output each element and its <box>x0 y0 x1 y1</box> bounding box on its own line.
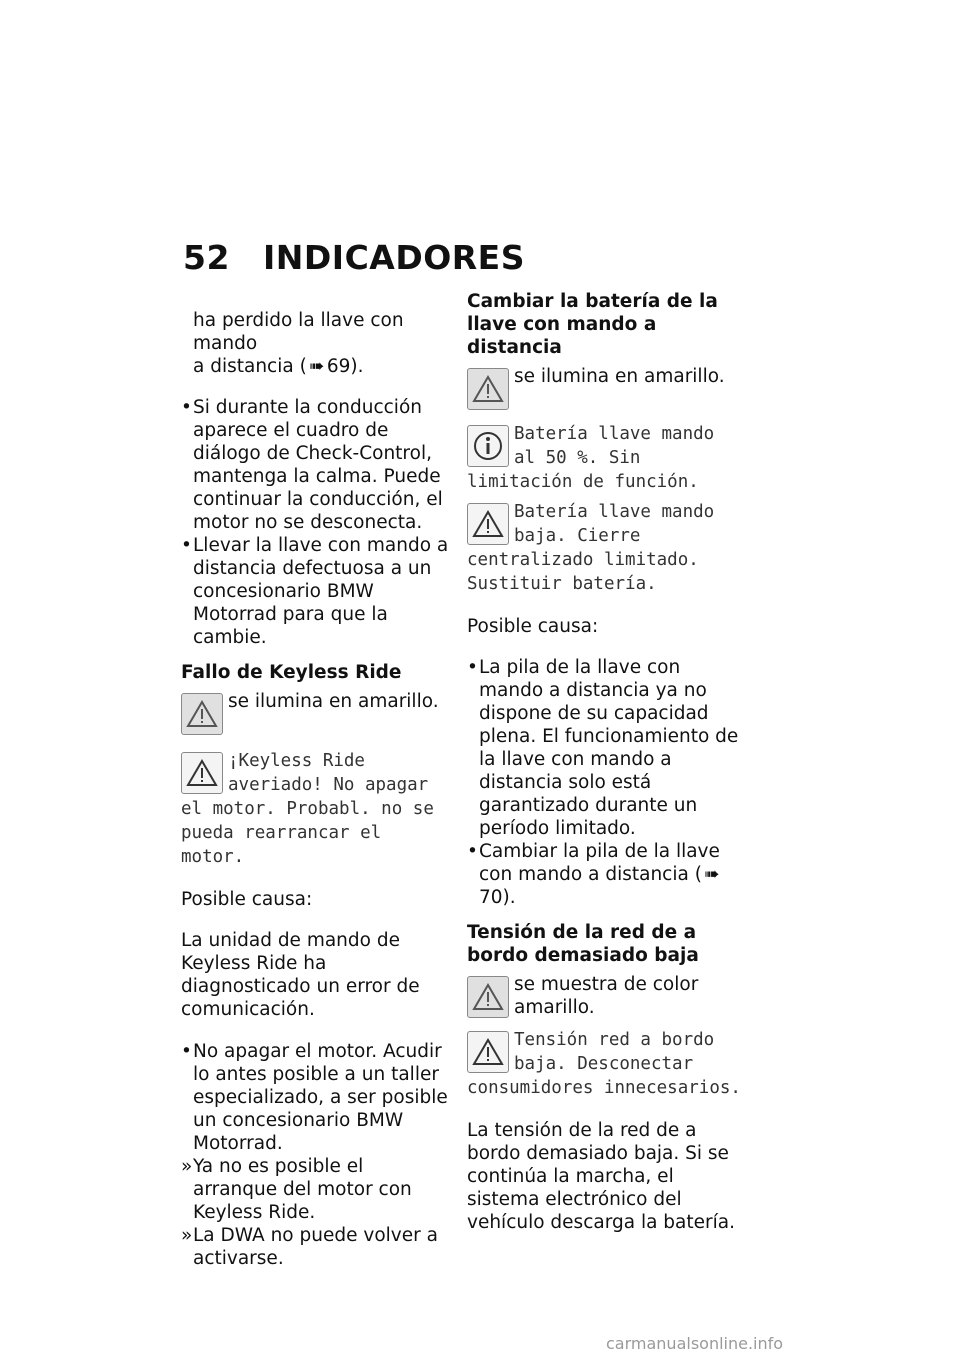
yellow-indicator-block: se ilumina en amarillo. <box>467 365 742 412</box>
reference-arrow-icon: ➠ <box>704 864 720 885</box>
cause-label: Posible causa: <box>467 615 599 637</box>
bullet-item: • Llevar la llave con mando a distancia defectuosa a un concesionario BMW Motorrad para que la cambie. <box>181 535 449 648</box>
info-icon <box>467 425 509 467</box>
cause-label: Posible causa: <box>181 888 313 910</box>
warning-triangle-icon <box>467 976 509 1018</box>
bullet-item: • La pila de la llave con mando a distancia ya no dispone de su capacidad plena. El funcionamiento de la llave con mando a distancia solo está garantizado durante un período limitado. <box>467 657 739 839</box>
check-control-message: Batería llave mando al 50 %. Sin limitación de función. <box>467 424 715 492</box>
watermark: carmanualsonline.info <box>606 1334 784 1353</box>
warning-triangle-icon <box>181 752 223 794</box>
page-number: 52 <box>183 238 230 277</box>
check-control-message: Batería llave mando baja. Cierre centralizado limitado. Sustituir batería. <box>467 502 715 594</box>
warning-triangle-icon <box>181 693 223 735</box>
section-heading: Fallo de Keyless Ride <box>181 662 402 683</box>
right-column <box>467 290 742 1252</box>
bullet-item: • Si durante la conducción aparece el cuadro de diálogo de Check-Control, mantenga la calma. Puede continuar la conducción, el motor no se desconecta. <box>181 397 443 533</box>
voltage-text: La tensión de la red de a bordo demasiado baja. Si se continúa la marcha, el sistema electrónico del vehículo descarga la batería. <box>467 1119 735 1233</box>
reference-arrow-icon: ➠ <box>309 355 325 377</box>
yellow-indicator-block: se ilumina en amarillo. <box>181 690 451 737</box>
bullet-item: • Cambiar la pila de la llave con mando a distancia ( ➠70). <box>467 840 742 909</box>
left-column <box>181 290 451 1270</box>
section-heading: Tensión de la red de a bordo demasiado baja <box>467 922 699 966</box>
page-header <box>183 238 525 277</box>
yellow-indicator-block: se muestra de color amarillo. <box>467 973 742 1020</box>
warning-triangle-icon <box>467 368 509 410</box>
check-control-message: ¡Keyless Ride averiado! No apagar el motor. Probabl. no se pueda rearrancar el motor. <box>181 751 434 867</box>
warning-triangle-icon <box>467 503 509 545</box>
cause-text: La unidad de mando de Keyless Ride ha diagnosticado un error de comunicación. <box>181 930 420 1020</box>
continuation-text: ha perdido la llave con mando a distancia ( ➠ 69). <box>193 309 404 377</box>
page-title: INDICADORES <box>263 238 525 277</box>
result-item: » Ya no es posible el arranque del motor con Keyless Ride. <box>181 1155 412 1223</box>
section-heading: Cambiar la batería de la llave con mando a distancia <box>467 291 718 358</box>
bullet-item: • No apagar el motor. Acudir lo antes posible a un taller especializado, a ser posible un concesionario BMW Motorrad. <box>181 1040 448 1154</box>
result-item: » La DWA no puede volver a activarse. <box>181 1224 438 1269</box>
warning-triangle-icon <box>467 1031 509 1073</box>
check-control-message: Tensión red a bordo baja. Desconectar consumidores innecesarios. <box>467 1030 741 1098</box>
